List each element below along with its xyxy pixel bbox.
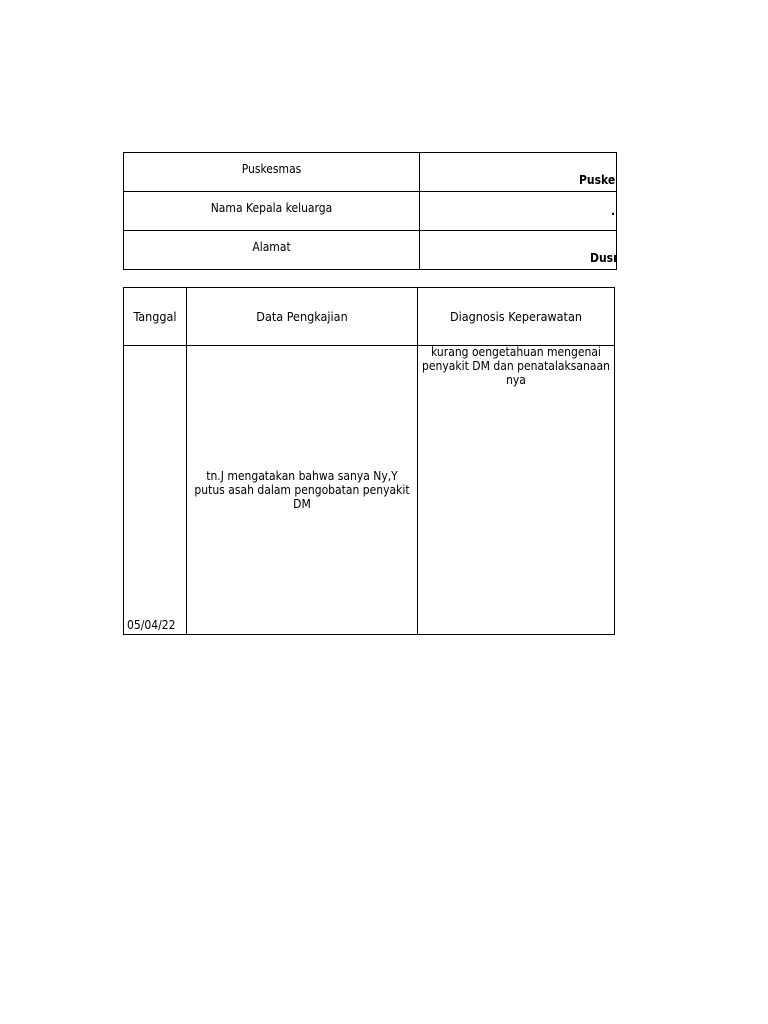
info-row-kepala-keluarga — [124, 192, 617, 231]
cell-tanggal: 05/04/22 — [124, 346, 187, 635]
info-label-kepala-keluarga: Nama Kepala keluarga — [124, 192, 420, 231]
assessment-row — [124, 346, 615, 635]
header-diagnosis: Diagnosis Keperawatan — [418, 288, 615, 346]
assessment-header-row — [124, 288, 615, 346]
form-region — [123, 152, 617, 642]
info-row-alamat — [124, 231, 617, 270]
cell-diagnosis: kurang oengetahuan mengenai penyakit DM dan penatalaksanaan nya — [418, 346, 615, 635]
info-value-alamat: Dusı — [420, 231, 617, 270]
header-tanggal: Tanggal — [124, 288, 187, 346]
assessment-table — [123, 287, 615, 635]
header-data-pengkajian: Data Pengkajian — [187, 288, 418, 346]
info-value-puskesmas: Puske — [420, 153, 617, 192]
info-value-kepala-keluarga: . — [420, 192, 617, 231]
info-label-alamat: Alamat — [124, 231, 420, 270]
cell-data-pengkajian: tn.J mengatakan bahwa sanya Ny,Y putus asah dalam pengobatan penyakit DM — [187, 346, 418, 635]
info-label-puskesmas: Puskesmas — [124, 153, 420, 192]
header-info-table — [123, 152, 617, 270]
info-row-puskesmas — [124, 153, 617, 192]
